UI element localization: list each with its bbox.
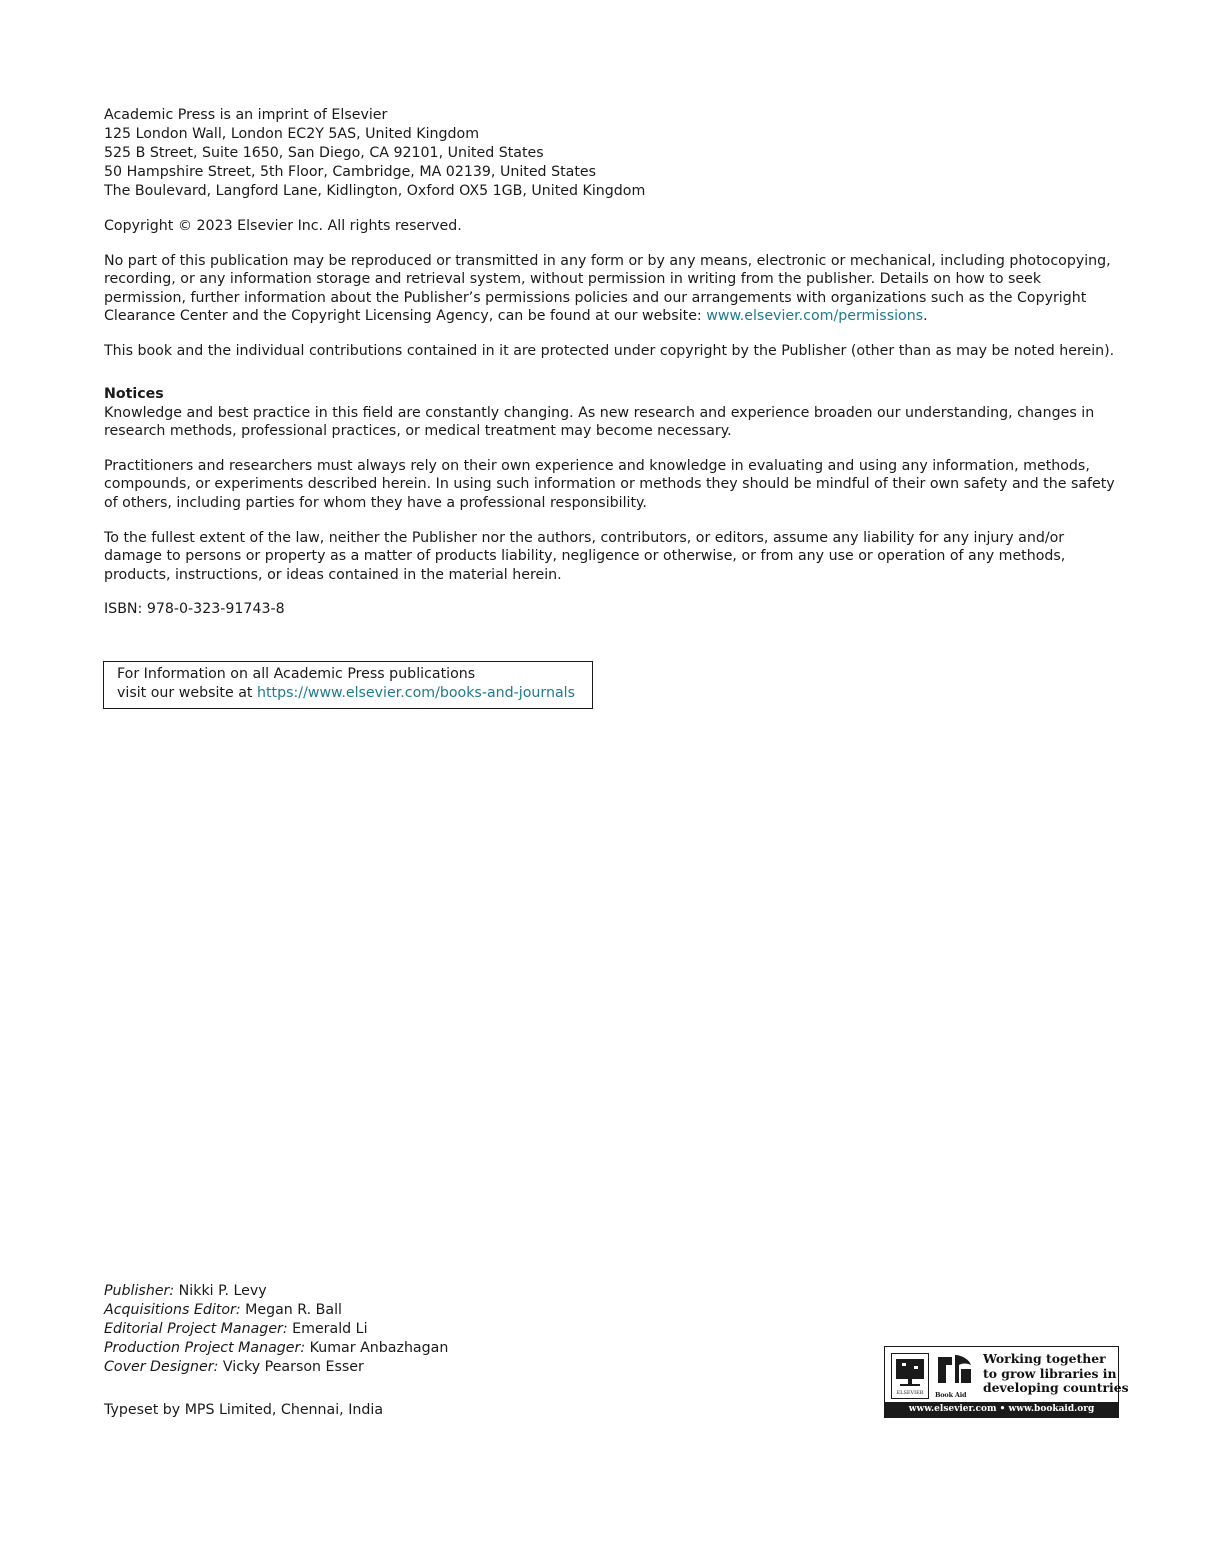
- book-aid-logo: [935, 1353, 975, 1399]
- address-line: The Boulevard, Langford Lane, Kidlington, Oxford OX5 1GB, United Kingdom: [104, 183, 646, 199]
- credit-role: Production Project Manager:: [104, 1340, 306, 1356]
- tree-icon: [892, 1354, 928, 1390]
- credit-name: Nikki P. Levy: [174, 1283, 267, 1299]
- book-aid-caption: Book Aid: [935, 1391, 967, 1399]
- permissions-text: No part of this publication may be reproduced or transmitted in any form or by any means, electronic or mechanical, including photocopying, recording, or any information storage and retrieval system, without permission in writing from the publisher. Details on how to seek permission, further information about the Publisher’s permissions policies and our arrangements with organizations such as the Copyright Clearance Center and the Copyright Licensing Agency, can be found at our website:: [104, 252, 1111, 325]
- badge-tagline: [983, 1351, 1129, 1396]
- books-journals-link[interactable]: https://www.elsevier.com/books-and-journals: [257, 685, 575, 701]
- isbn: ISBN: 978-0-323-91743-8: [104, 601, 285, 618]
- notices-paragraph-2: Practitioners and researchers must always rely on their own experience and knowledge in evaluating and using any information, methods, compounds, or experiments described herein. In using such information or methods they should be mindful of their own safety and the safety of others, including parties for whom they have a professional responsibility.: [104, 457, 1115, 511]
- credits-list: [104, 1282, 448, 1377]
- address-line: 125 London Wall, London EC2Y 5AS, United Kingdom: [104, 126, 480, 142]
- credit-acquisitions-editor: [104, 1301, 448, 1320]
- notices-heading: Notices: [104, 385, 164, 402]
- address-block: [104, 106, 1120, 201]
- address-line: 50 Hampshire Street, 5th Floor, Cambridge, MA 02139, United States: [104, 164, 597, 180]
- address-line: 525 B Street, Suite 1650, San Diego, CA 92101, United States: [104, 145, 544, 161]
- tagline-line: Working together: [983, 1351, 1106, 1366]
- credit-role: Publisher:: [104, 1283, 175, 1299]
- copyright-page: [104, 106, 1120, 619]
- copyright-notice: Copyright © 2023 Elsevier Inc. All rights reserved.: [104, 218, 462, 234]
- info-line-2: [117, 684, 585, 703]
- imprint-line: Academic Press is an imprint of Elsevier: [104, 107, 388, 123]
- protected-paragraph: This book and the individual contributions contained in it are protected under copyright by the Publisher (other than as may be noted herein).: [104, 342, 1115, 359]
- tagline-line: to grow libraries in: [983, 1365, 1117, 1381]
- credit-name: Megan R. Ball: [240, 1302, 342, 1318]
- notices-paragraph-1: Knowledge and best practice in this field are constantly changing. As new research and experience broaden our understanding, changes in research methods, professional practices, or medical treatment may become necessary.: [104, 404, 1095, 440]
- permissions-end: .: [923, 308, 928, 325]
- book-aid-badge: [884, 1346, 1129, 1418]
- credit-role: Editorial Project Manager:: [104, 1321, 288, 1337]
- badge-footer: www.elsevier.com • www.bookaid.org: [885, 1402, 1118, 1417]
- book-aid-icon: [935, 1353, 975, 1387]
- notices-paragraph-3: To the fullest extent of the law, neither the Publisher nor the authors, contributors, or editors, assume any liability for any injury and/or damage to persons or property as a matter of products liability, negligence or otherwise, or from any use or operation of any methods, products, instructions, or ideas contained in the material herein.: [104, 529, 1066, 583]
- tagline-line: developing countries: [983, 1380, 1129, 1396]
- credit-role: Cover Designer:: [104, 1359, 219, 1375]
- credit-cover-designer: [104, 1358, 448, 1377]
- credit-name: Kumar Anbazhagan: [305, 1340, 449, 1356]
- tree-caption: ELSEVIER: [896, 1390, 924, 1396]
- permissions-link[interactable]: www.elsevier.com/permissions: [706, 308, 924, 325]
- typeset-line: Typeset by MPS Limited, Chennai, India: [104, 1402, 384, 1418]
- publications-info-box: [103, 661, 593, 709]
- credit-name: Emerald Li: [287, 1321, 368, 1337]
- info-line-2-prefix: visit our website at: [117, 685, 257, 701]
- permissions-paragraph: [104, 252, 1120, 326]
- info-line-1: For Information on all Academic Press publications: [117, 666, 476, 682]
- credit-publisher: [104, 1282, 448, 1301]
- credit-editorial-project-manager: [104, 1320, 448, 1339]
- credit-production-project-manager: [104, 1339, 448, 1358]
- credit-role: Acquisitions Editor:: [104, 1302, 241, 1318]
- credit-name: Vicky Pearson Esser: [218, 1359, 364, 1375]
- elsevier-tree-logo: [891, 1353, 929, 1399]
